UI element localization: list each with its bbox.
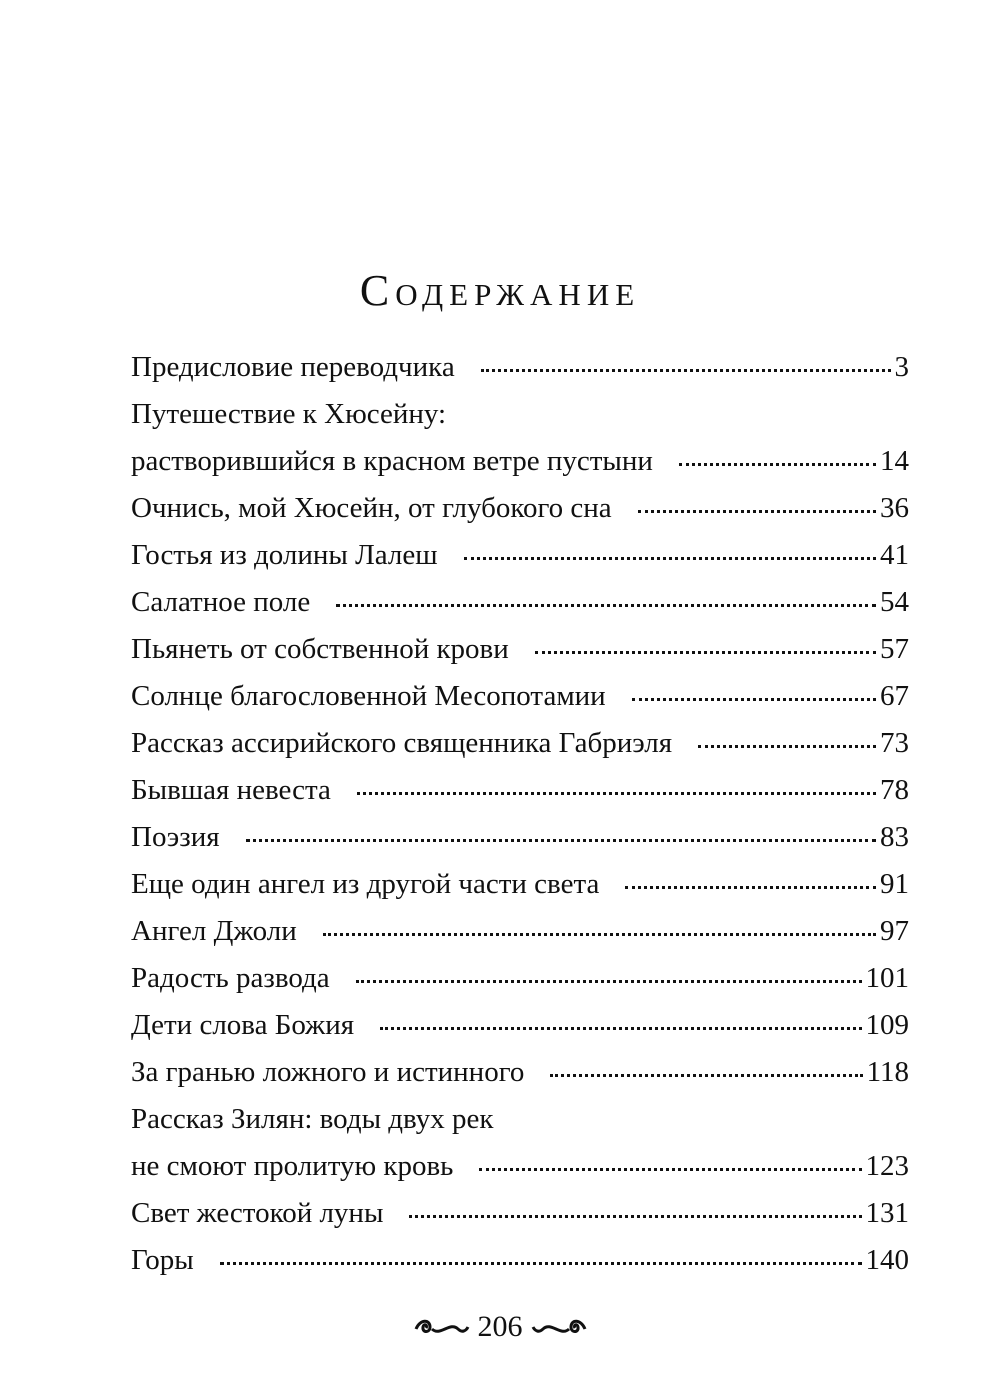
toc-entry-title: Предисловие переводчика (131, 351, 455, 383)
toc-entry (131, 1049, 909, 1096)
toc-entry (131, 720, 909, 767)
toc-entry-title: За гранью ложного и истинного (131, 1056, 525, 1088)
toc-entry (131, 814, 909, 861)
dot-leader (409, 1212, 861, 1218)
toc-entry (131, 626, 909, 673)
toc-entry (131, 673, 909, 720)
dot-leader (356, 977, 862, 983)
toc-entry (131, 767, 909, 814)
toc-entry-page: 83 (880, 821, 909, 853)
toc-entry-page: 57 (880, 633, 909, 665)
dot-leader (625, 883, 876, 889)
toc-entry (131, 344, 909, 391)
page-footer (0, 1310, 1000, 1344)
toc-entry-page: 123 (865, 1150, 909, 1182)
toc-entry-title: Салатное поле (131, 586, 311, 618)
toc-entry-page: 101 (865, 962, 909, 994)
toc-entry-page: 14 (880, 445, 909, 477)
toc-entry-page: 54 (880, 586, 909, 618)
toc-entry (131, 955, 909, 1002)
toc-entry (131, 1190, 909, 1237)
dot-leader (679, 460, 876, 466)
toc-entry (131, 485, 909, 532)
right-ornament-icon (531, 1315, 589, 1339)
toc-entry (131, 861, 909, 908)
dot-leader (357, 789, 876, 795)
toc-entry-page: 36 (880, 492, 909, 524)
toc-entry-page: 73 (880, 727, 909, 759)
toc-entry-title: Горы (131, 1244, 194, 1276)
toc-entry-title: Бывшая невеста (131, 774, 331, 806)
toc-entry-title: Ангел Джоли (131, 915, 297, 947)
toc-entry (131, 1237, 909, 1284)
table-of-contents (131, 344, 909, 1284)
toc-entry-page: 118 (866, 1056, 909, 1088)
dot-leader (464, 554, 876, 560)
page-title: Содержание (359, 266, 641, 316)
toc-entry-page: 78 (880, 774, 909, 806)
dot-leader (550, 1071, 862, 1077)
dot-leader (380, 1024, 861, 1030)
toc-entry-page: 91 (880, 868, 909, 900)
toc-entry (131, 438, 909, 485)
dot-leader (246, 836, 876, 842)
toc-entry-title: Путешествие к Хюсейну: (131, 398, 447, 430)
toc-entry-page: 140 (865, 1244, 909, 1276)
toc-entry (131, 391, 909, 438)
dot-leader (638, 507, 876, 513)
toc-entry-page: 67 (880, 680, 909, 712)
dot-leader (336, 601, 876, 607)
toc-entry (131, 908, 909, 955)
toc-entry-title: Свет жестокой луны (131, 1197, 384, 1229)
toc-entry (131, 532, 909, 579)
page-number: 206 (477, 1310, 523, 1343)
toc-entry-title: Радость развода (131, 962, 330, 994)
toc-entry-title: Очнись, мой Хюсейн, от глубокого сна (131, 492, 612, 524)
dot-leader (698, 742, 876, 748)
dot-leader (632, 695, 876, 701)
dot-leader (220, 1259, 862, 1265)
toc-entry-title: не смоют пролитую кровь (131, 1150, 454, 1182)
left-ornament-icon (412, 1315, 470, 1339)
toc-entry-title: Рассказ ассирийского священника Габриэля (131, 727, 673, 759)
toc-entry-title: Еще один ангел из другой части света (131, 868, 600, 900)
toc-entry (131, 579, 909, 626)
dot-leader (535, 648, 876, 654)
toc-entry-title: Пьянеть от собственной крови (131, 633, 509, 665)
toc-entry-title: Дети слова Божия (131, 1009, 355, 1041)
toc-entry (131, 1096, 909, 1143)
dot-leader (481, 366, 891, 372)
toc-entry-title: растворившийся в красном ветре пустыни (131, 445, 653, 477)
toc-entry-page: 97 (880, 915, 909, 947)
toc-entry-title: Поэзия (131, 821, 220, 853)
toc-entry (131, 1143, 909, 1190)
toc-entry-page: 41 (880, 539, 909, 571)
toc-entry-page: 109 (865, 1009, 909, 1041)
toc-entry-title: Рассказ Зилян: воды двух рек (131, 1103, 494, 1135)
toc-entry (131, 1002, 909, 1049)
toc-entry-title: Солнце благословенной Месопотамии (131, 680, 606, 712)
toc-entry-page: 3 (894, 351, 909, 383)
toc-entry-page: 131 (865, 1197, 909, 1229)
dot-leader (479, 1165, 861, 1171)
toc-entry-title: Гостья из долины Лалеш (131, 539, 438, 571)
dot-leader (323, 930, 876, 936)
